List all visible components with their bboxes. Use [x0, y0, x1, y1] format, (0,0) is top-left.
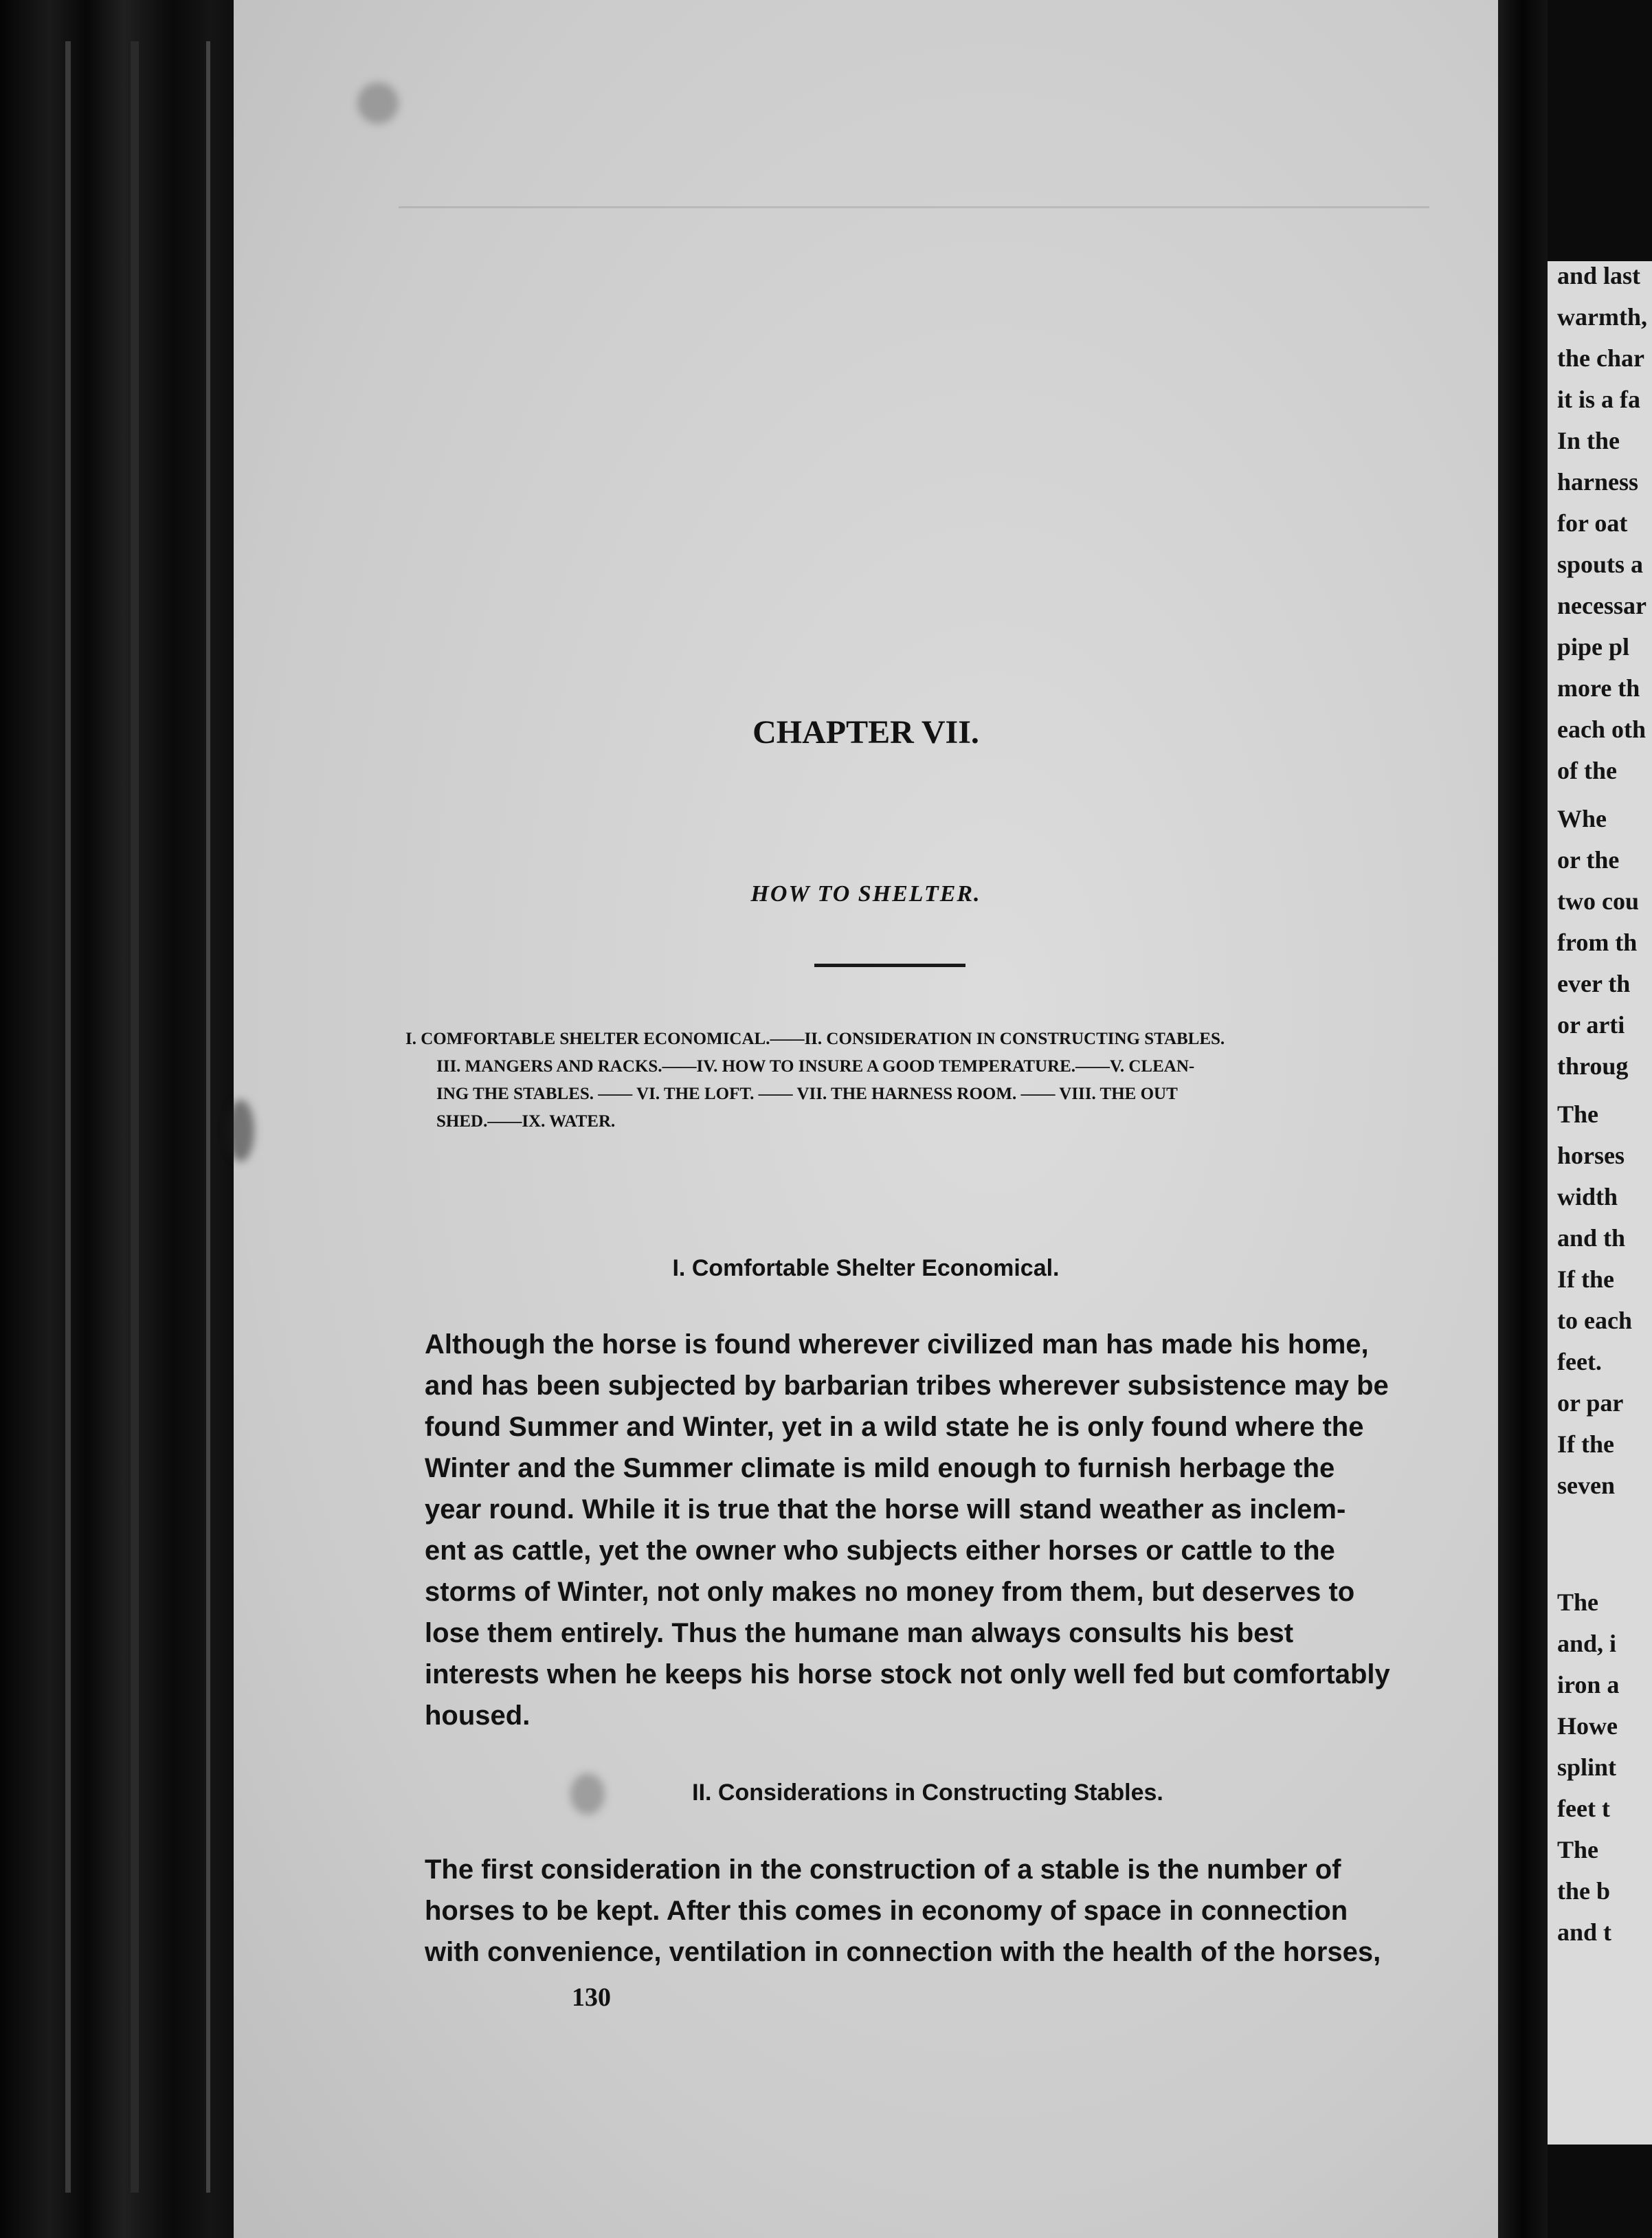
left-book-page — [234, 0, 1498, 2238]
facing-page-line: each oth — [1557, 716, 1646, 743]
ink-spot — [357, 82, 399, 124]
paragraph-line: housed. — [425, 1700, 531, 1731]
facing-page-fragment — [1548, 261, 1652, 2145]
facing-page-line: If the — [1557, 1265, 1614, 1293]
paragraph-line: The first consideration in the construction of a stable is the number of — [425, 1854, 1341, 1885]
facing-page-line: Whe — [1557, 805, 1607, 832]
paragraph-line: found Summer and Winter, yet in a wild state he is only found where the — [425, 1412, 1364, 1442]
facing-page-line: pipe pl — [1557, 633, 1630, 661]
facing-page-line: to each — [1557, 1307, 1632, 1334]
chapter-title: CHAPTER VII. — [752, 714, 979, 751]
binding-edge-streak — [206, 41, 210, 2193]
contents-line: I. COMFORTABLE SHELTER ECONOMICAL.——II. CONSIDERATION IN CONSTRUCTING STABLES. — [405, 1030, 1225, 1048]
facing-page-line: or the — [1557, 846, 1620, 874]
facing-page-line: harness — [1557, 468, 1639, 496]
section-paragraph — [425, 1849, 1497, 1973]
contents-line: SHED.——IX. WATER. — [436, 1112, 616, 1131]
facing-page-line: iron a — [1557, 1671, 1620, 1698]
page-number: 130 — [572, 1983, 611, 2012]
facing-page-line: more th — [1557, 674, 1640, 702]
page-gutter-shadow — [1498, 0, 1548, 2238]
paragraph-line: and has been subjected by barbarian tribes wherever subsistence may be — [425, 1371, 1389, 1401]
facing-page-line: splint — [1557, 1753, 1617, 1781]
facing-page-line: and last — [1557, 262, 1641, 289]
facing-page-line: The — [1557, 1588, 1599, 1616]
facing-page-line: horses — [1557, 1142, 1625, 1169]
facing-page-line: feet t — [1557, 1795, 1610, 1822]
facing-page-line: seven — [1557, 1472, 1615, 1499]
facing-page-line: ever th — [1557, 970, 1631, 997]
facing-page-line: necessar — [1557, 592, 1647, 619]
facing-page-line: two cou — [1557, 887, 1639, 915]
contents-line: ING THE STABLES. —— VI. THE LOFT. —— VII. THE HARNESS ROOM. —— VIII. THE OUT — [436, 1085, 1178, 1103]
facing-page-line: the b — [1557, 1877, 1611, 1905]
facing-page-line: feet. — [1557, 1348, 1602, 1375]
book-binding — [0, 0, 247, 2238]
chapter-contents-summary — [405, 1026, 1374, 1135]
facing-page-line: and th — [1557, 1224, 1626, 1252]
paragraph-line: horses to be kept. After this comes in economy of space in connection — [425, 1896, 1348, 1926]
facing-page-line: or par — [1557, 1389, 1624, 1417]
facing-page-line: If the — [1557, 1430, 1614, 1458]
facing-page-line: and, i — [1557, 1630, 1617, 1657]
paragraph-line: storms of Winter, not only makes no money from them, but deserves to — [425, 1577, 1355, 1607]
facing-page-line: it is a fa — [1557, 386, 1640, 413]
bleed-through-rule — [399, 206, 1429, 208]
facing-page-line: for oat — [1557, 509, 1628, 537]
facing-page-line: In the — [1557, 427, 1620, 454]
paragraph-line: interests when he keeps his horse stock not only well fed but comfortably — [425, 1659, 1390, 1689]
facing-page-line: of the — [1557, 757, 1617, 784]
paragraph-line: ent as cattle, yet the owner who subjects either horses or cattle to the — [425, 1536, 1335, 1566]
paragraph-line: Although the horse is found wherever civilized man has made his home, — [425, 1329, 1369, 1360]
title-divider-rule — [814, 964, 965, 967]
chapter-subtitle: HOW TO SHELTER. — [750, 881, 981, 907]
facing-page-line: spouts a — [1557, 551, 1644, 578]
ink-spot — [227, 1100, 254, 1162]
facing-page-line: or arti — [1557, 1011, 1625, 1039]
facing-page-line: width — [1557, 1183, 1618, 1210]
paragraph-line: lose them entirely. Thus the humane man always consults his best — [425, 1618, 1294, 1648]
section-paragraph — [425, 1324, 1497, 1736]
section-heading: II. Considerations in Constructing Stables. — [692, 1780, 1163, 1806]
facing-page-line: The — [1557, 1836, 1599, 1863]
facing-page-line: the char — [1557, 344, 1644, 372]
contents-line: III. MANGERS AND RACKS.——IV. HOW TO INSURE A GOOD TEMPERATURE.——V. CLEAN- — [436, 1057, 1195, 1076]
facing-page-line: from th — [1557, 929, 1638, 956]
paragraph-line: Winter and the Summer climate is mild enough to furnish herbage the — [425, 1453, 1335, 1483]
facing-page-line: The — [1557, 1100, 1599, 1128]
facing-page-line: warmth, — [1557, 303, 1647, 331]
facing-page-line: Howe — [1557, 1712, 1618, 1740]
binding-edge-streak — [65, 41, 71, 2193]
facing-page-line: throug — [1557, 1052, 1629, 1080]
paragraph-line: year round. While it is true that the horse will stand weather as inclem- — [425, 1494, 1346, 1525]
facing-page-line: and t — [1557, 1918, 1612, 1946]
paragraph-line: with convenience, ventilation in connection with the health of the horses, — [425, 1937, 1381, 1967]
section-heading: I. Comfortable Shelter Economical. — [672, 1255, 1060, 1281]
binding-edge-streak — [131, 41, 139, 2193]
